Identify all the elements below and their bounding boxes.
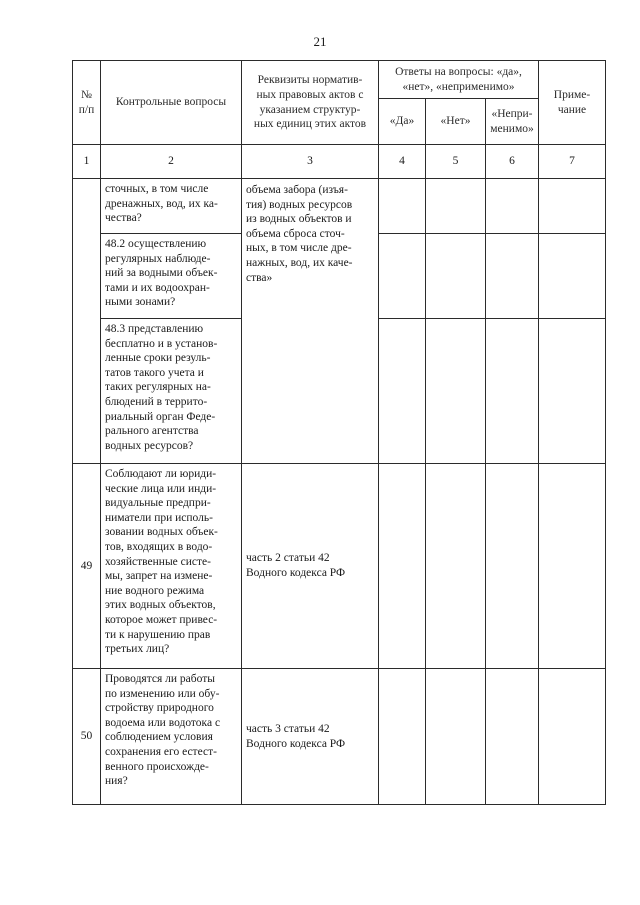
table-row [73, 464, 606, 669]
column-number: 2 [101, 145, 242, 179]
answer-yes-cell[interactable] [379, 669, 426, 805]
answer-na-cell[interactable] [486, 464, 539, 669]
row-number: 49 [73, 464, 101, 669]
page-number: 21 [313, 34, 327, 49]
table-row [73, 179, 606, 234]
column-number: 6 [486, 145, 539, 179]
note-cell[interactable] [539, 669, 606, 805]
answer-na-cell[interactable] [486, 179, 539, 234]
answer-no-cell[interactable] [426, 669, 486, 805]
column-number: 3 [242, 145, 379, 179]
requisite-cell: часть 3 статьи 42 Водного кодекса РФ [242, 669, 379, 805]
answer-no-cell[interactable] [426, 464, 486, 669]
column-number: 5 [426, 145, 486, 179]
header-no: «Нет» [426, 99, 486, 145]
header-note: Приме- чание [539, 61, 606, 145]
header-questions: Контрольные вопросы [101, 61, 242, 145]
question-cell: Проводятся ли работы по изменению или обу- стройству природного водоема или водотока с соблюдением условия сохранения его естест- венного происхожде- ния? [101, 669, 242, 805]
requisite-cell: объема забора (изъя- тия) водных ресурсов из водных объектов и объема сброса сточ- ных, в том числе дре- нажных, вод, их каче- ства» [242, 179, 379, 464]
answer-yes-cell[interactable] [379, 464, 426, 669]
question-cell: 48.3 представлению бесплатно и в установ- ленные сроки резуль- татов такого учета и таких регулярных на- блюдений в террито- риальный орган Феде- рального агентства водных ресурсов? [101, 319, 242, 464]
answer-yes-cell[interactable] [379, 234, 426, 319]
answer-yes-cell[interactable] [379, 179, 426, 234]
answer-no-cell[interactable] [426, 179, 486, 234]
answer-yes-cell[interactable] [379, 319, 426, 464]
note-cell[interactable] [539, 319, 606, 464]
requisite-cell: часть 2 статьи 42 Водного кодекса РФ [242, 464, 379, 669]
row-number [73, 179, 101, 464]
answer-no-cell[interactable] [426, 319, 486, 464]
header-requisites: Реквизиты норматив- ных правовых актов с указанием структур- ных единиц этих актов [242, 61, 379, 145]
answer-na-cell[interactable] [486, 319, 539, 464]
question-cell: Соблюдают ли юриди- ческие лица или инди- видуальные предпри- ниматели при исполь- зовании водных объек- тов, входящих в водо- хозяйственные систе- мы, запрет на измене- ние водного режима этих водных объектов, которое может привес- ти к нарушению прав третьих лиц? [101, 464, 242, 669]
question-cell: 48.2 осуществлению регулярных наблюде- ний за водными объек- тами и их водоохран- ными зонами? [101, 234, 242, 319]
note-cell[interactable] [539, 179, 606, 234]
header-na: «Непри- менимо» [486, 99, 539, 145]
column-number: 7 [539, 145, 606, 179]
question-cell: сточных, в том числе дренажных, вод, их ка- чества? [101, 179, 242, 234]
header-num: № п/п [73, 61, 101, 145]
column-number: 1 [73, 145, 101, 179]
table-row [73, 669, 606, 805]
checklist-table [72, 60, 606, 805]
header-yes: «Да» [379, 99, 426, 145]
answer-na-cell[interactable] [486, 669, 539, 805]
column-number: 4 [379, 145, 426, 179]
column-number-row [73, 145, 606, 179]
note-cell[interactable] [539, 464, 606, 669]
header-answers: Ответы на вопросы: «да», «нет», «неприменимо» [379, 61, 539, 99]
header-row-1 [73, 61, 606, 99]
answer-na-cell[interactable] [486, 234, 539, 319]
note-cell[interactable] [539, 234, 606, 319]
row-number: 50 [73, 669, 101, 805]
answer-no-cell[interactable] [426, 234, 486, 319]
